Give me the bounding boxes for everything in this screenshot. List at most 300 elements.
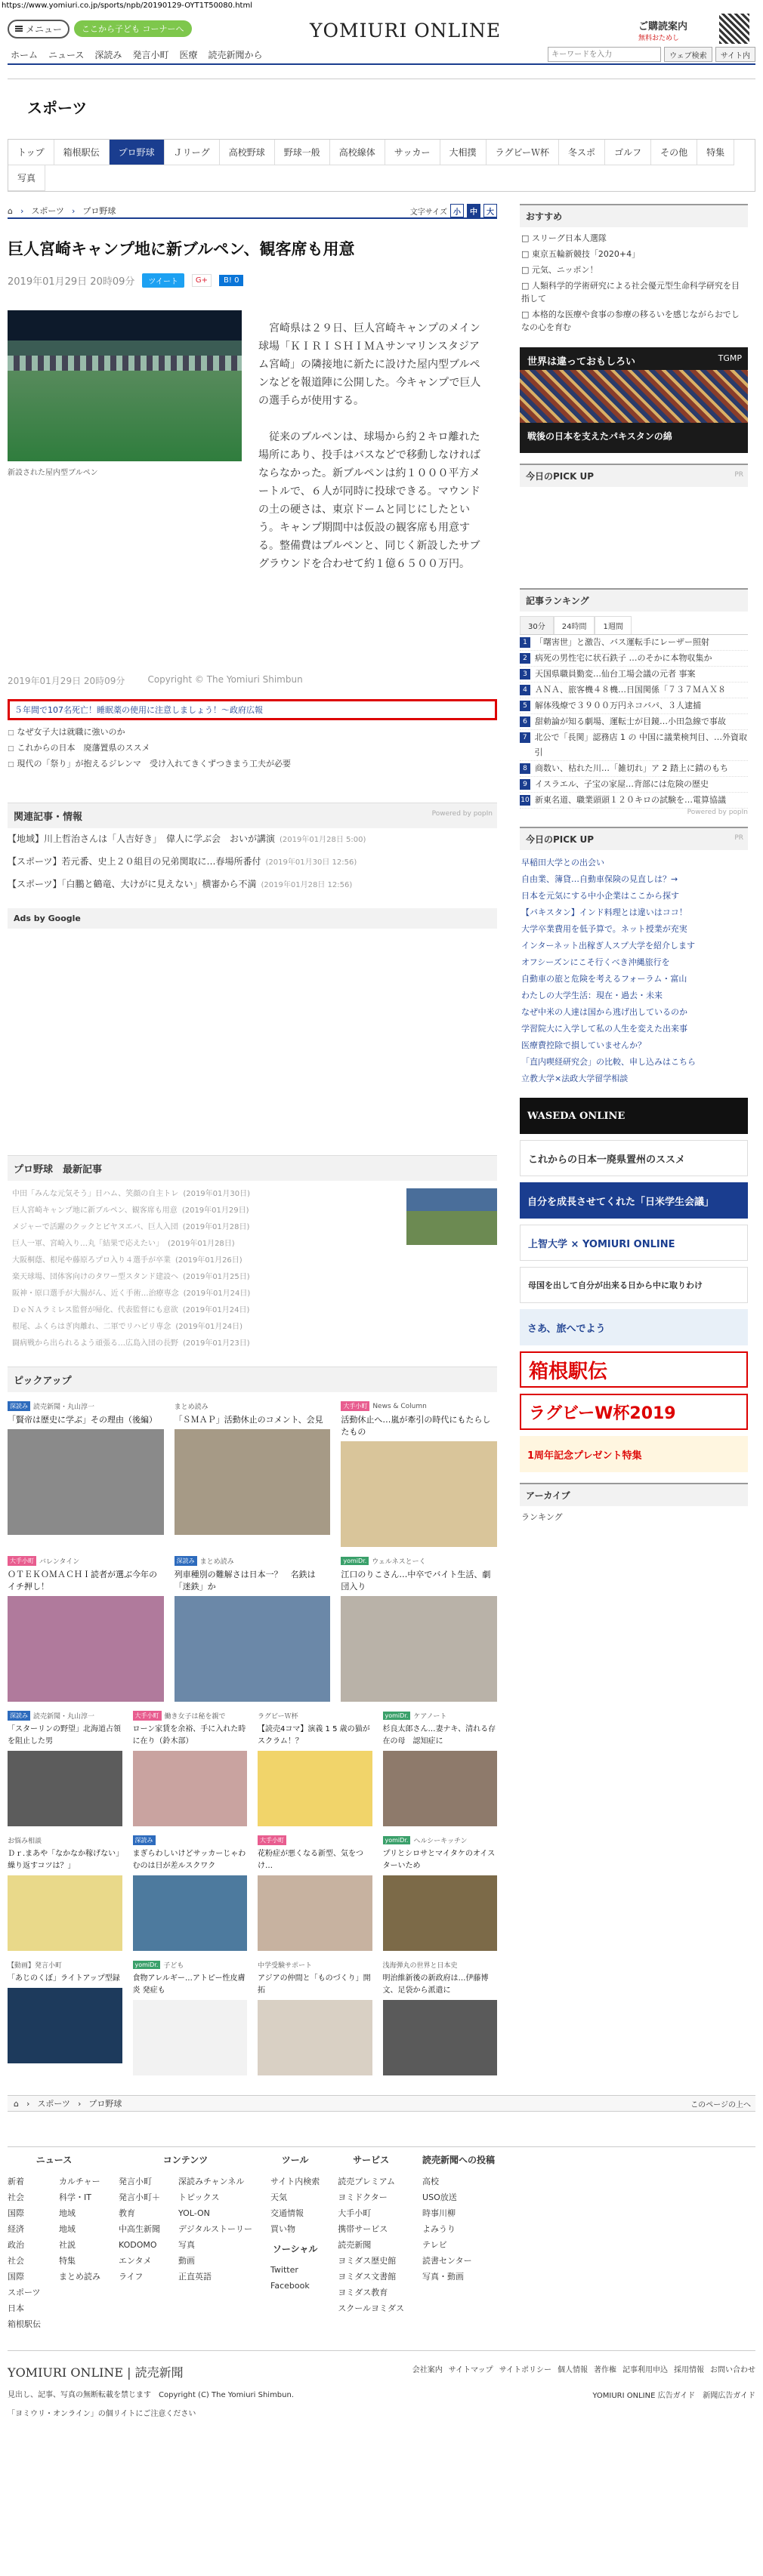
pickup-card[interactable] (8, 1835, 122, 1951)
osusume-item[interactable]: □ 元気、ニッポン！ (521, 265, 598, 275)
footer-link[interactable]: 政治 (8, 2240, 24, 2250)
tab-top[interactable]: トップ (8, 140, 54, 165)
pickup-link[interactable]: 大学卒業費用を低予算で。ネット授業が充実 (521, 924, 687, 934)
card-title: 食物アレルギー…アトピー性皮膚炎 発症も (132, 1974, 246, 1995)
footer-copyright: 見出し、記事、写真の無断転載を禁じます Copyright (C) The Yomiuri Shimbun. (8, 2391, 295, 2399)
article-title: 巨人宮崎キャンプ地に新ブルペン、観客席も用意 (8, 240, 355, 258)
pickup-link[interactable]: 「直内喫経研究会」の比較、申し込みはこちら (521, 1057, 696, 1067)
home-icon[interactable]: ⌂ (14, 2098, 19, 2109)
article-meta (8, 273, 497, 288)
footer-link[interactable]: 国際 (8, 2208, 24, 2218)
card-source: 読売新聞・丸山淳一 (33, 1404, 95, 1411)
ranking-item[interactable] (520, 714, 748, 730)
pr-highlight-link[interactable]: ５年間で107名死亡！睡眠薬の使用に注意しましょう！～政府広報 (8, 699, 497, 720)
site-search-button[interactable]: サイト内 (715, 47, 755, 62)
ranking-item[interactable] (520, 793, 748, 809)
tweet-button[interactable]: ツイート (142, 273, 184, 288)
card-image (8, 1596, 164, 1702)
footer-link[interactable]: ヨミダス教育 (338, 2288, 388, 2297)
card-tags (341, 1401, 497, 1411)
footer-link[interactable]: トピックス (178, 2192, 220, 2202)
nav-news[interactable]: ニュース (48, 49, 85, 60)
archive-heading: アーカイブ (520, 1483, 748, 1506)
footer-link[interactable]: 教育 (119, 2208, 135, 2218)
ranking-item[interactable] (520, 667, 748, 683)
card-title: 活動休止へ…嵐が牽引の時代にもたらしたもの (341, 1415, 491, 1437)
tab-other[interactable]: その他 (651, 140, 697, 165)
related-articles (8, 803, 497, 896)
card-image (8, 1751, 122, 1826)
card-image (133, 1875, 248, 1951)
pickup-card[interactable] (258, 1711, 372, 1826)
pickup-card[interactable] (8, 1556, 164, 1702)
latest-item[interactable] (8, 1185, 250, 1202)
card-tags (175, 1556, 331, 1566)
latest-item[interactable] (8, 1235, 250, 1252)
related-item[interactable]: 【スポーツ】若元番、史上２０組目の兄弟関取に…春場所番付 (2019年01月30日 12:56) (8, 856, 357, 867)
nav-from-paper[interactable]: 読売新聞から (208, 49, 263, 60)
tab-30min[interactable]: 30分 (520, 616, 554, 634)
waseda-banner[interactable]: WASEDA ONLINE (520, 1098, 748, 1134)
rank-title: 商数い、枯れた川…「雑切れ」ア 2 踏上に錆のもち (535, 763, 728, 773)
pickup-card[interactable] (258, 1960, 372, 2075)
footer-link[interactable]: 写真・動画 (422, 2272, 465, 2282)
gakusei-banner[interactable]: 自分を成長させてくれた「日米学生会議」 (520, 1182, 748, 1219)
pickup-link[interactable]: 早稲田大学との出会い (521, 858, 604, 867)
footer-link[interactable]: 発言小町＋ (119, 2192, 160, 2202)
footer-link[interactable]: スポーツ (8, 2288, 41, 2297)
category-tabs (8, 139, 755, 192)
pickup-card[interactable] (8, 1711, 122, 1826)
footer-link[interactable]: 高校 (422, 2177, 440, 2186)
tab-1week[interactable]: 1週間 (595, 616, 631, 634)
main-nav (8, 45, 755, 65)
latest-date: (2019年01月24日) (175, 1323, 243, 1331)
latest-item[interactable] (8, 1268, 250, 1285)
footer-link[interactable]: Facebook (270, 2281, 310, 2291)
card-source: バレンタイン (39, 1558, 80, 1566)
pickup-link[interactable]: オフシーズンにこそ行くべき沖縄旅行を (521, 957, 670, 967)
ranking-item[interactable] (520, 730, 748, 761)
ranking-item[interactable] (520, 777, 748, 793)
card-source: ケアノート (413, 1713, 447, 1721)
pickup-card[interactable] (383, 1835, 498, 1951)
card-image (8, 1875, 122, 1951)
osusume-item[interactable]: □ 東京五輪新競技「2020+4」 (521, 249, 641, 259)
footer-bottom-link[interactable]: 採用情報 (674, 2366, 704, 2374)
related-item[interactable]: 【地域】川上哲治さんは「人吉好き」 偉人に学ぶ会 おいが講演 (2019年01月28日 5:00) (8, 834, 366, 844)
card-source: ウェルネスとーく (372, 1558, 426, 1566)
footer-link[interactable]: YOL-ON (178, 2208, 210, 2218)
footer-link[interactable]: テレビ (422, 2240, 447, 2250)
pr-link[interactable]: □ 現代の「祭り」が抱えるジレンマ 受け入れてきくずつきまう工夫が必要 (8, 756, 497, 772)
footer-bottom-link[interactable]: お問い合わせ (710, 2366, 755, 2374)
card-tag: 深読み (133, 1835, 156, 1845)
rank-title: 「曙害世」と激告、バス運転手にレーザー照射 (535, 637, 709, 647)
footer-link[interactable]: サイト内検索 (270, 2177, 320, 2186)
chuo-banner[interactable]: これからの日本一廃県置州のススメ (520, 1140, 748, 1176)
footer-link[interactable]: 買い物 (270, 2224, 296, 2234)
footer-link[interactable]: 読売新聞 (338, 2240, 372, 2250)
pickup-link[interactable]: 学習院大に入学して私の人生を変えた出来事 (521, 1024, 687, 1034)
pickup-link[interactable]: 日本を元気にする中小企業はここから探す (521, 891, 679, 901)
footer-bottom (8, 2350, 755, 2418)
tab-photo[interactable]: 写真 (8, 165, 45, 191)
tab-feature[interactable]: 特集 (697, 140, 734, 165)
card-title: 江口のりこさん…中卒でバイト生活、劇団入り (341, 1570, 491, 1592)
tab-baseball[interactable]: 野球一般 (275, 140, 330, 165)
card-title: ＯＴＥＫＯＭＡＣＨＩ読者が選ぶ今年のイチ押し！ (8, 1570, 157, 1592)
footer-link[interactable]: ヨミドクター (338, 2192, 388, 2202)
footer-link[interactable]: スクールヨミダス (338, 2303, 405, 2313)
pickup-link[interactable]: わたしの大学生活：現在・過去・未来 (521, 991, 663, 1000)
kokusai-banner[interactable]: 母国を出して自分が出来る日から中に取りわけ (520, 1267, 748, 1303)
url-bar: https://www.yomiuri.co.jp/sports/npb/20190129-OYT1T50080.html (2, 2, 252, 10)
menu-icon (15, 26, 23, 32)
latest-title: メジャーで活躍のクックとピヤヌエバ、巨人入団 (12, 1223, 178, 1231)
crumb-npb[interactable]: プロ野球 (82, 206, 116, 216)
rugby-banner[interactable]: ラグビーW杯2019 (520, 1394, 748, 1430)
latest-item[interactable] (8, 1335, 250, 1351)
rank-number: 9 (520, 779, 530, 790)
card-tags (383, 1711, 498, 1721)
paragraph-1: 宮崎県は２９日、巨人宮崎キャンプのメイン球場「ＫＩＲＩＳＨＩＭＡサンマリンスタジアム宮崎」の隣接地に新たに設けた屋内型ブルペンなどを報道陣に公開した。今キャンプで巨人の選手らが使用する。 (258, 322, 481, 407)
ranking-item[interactable] (520, 651, 748, 667)
hakone-banner[interactable]: 箱根駅伝 (520, 1351, 748, 1388)
footer-link[interactable]: 時事川柳 (422, 2208, 456, 2218)
card-source: ヘルシーキッチン (413, 1838, 468, 1845)
card-tag: yomiDr. (341, 1557, 369, 1565)
latest-item[interactable] (8, 1302, 250, 1318)
ranking-list (520, 635, 748, 809)
latest-date: (2019年01月30日) (183, 1190, 251, 1198)
card-source: ラグビーＷ杯 (258, 1713, 298, 1721)
footer-link[interactable]: 地域 (59, 2208, 76, 2218)
card-title: アジアの仲間と「ものづくり」開拓 (258, 1974, 371, 1995)
home-icon[interactable]: ⌂ (8, 205, 13, 216)
tab-hakone[interactable]: 箱根駅伝 (54, 140, 110, 165)
rank-title: 病死の男性宅に状石鉄子 …のそかに本物収集か (535, 653, 712, 663)
sophia-banner[interactable]: 上智大学 × YOMIURI ONLINE (520, 1225, 748, 1261)
latest-date: (2019年01月25日) (183, 1273, 250, 1281)
pickup-link[interactable]: 自由業、簿貸…自動車保険の見直しは？→ (521, 874, 678, 884)
ranking-item[interactable] (520, 761, 748, 777)
card-tag: yomiDr. (383, 1712, 411, 1720)
footer-link[interactable]: ヨミダス歴史館 (338, 2256, 397, 2266)
rank-title: イスラエル、子宝の家屋…背部には危険の歴史 (535, 779, 709, 789)
footer-link[interactable]: 写真 (178, 2240, 195, 2250)
article-footer (8, 674, 497, 687)
rank-title: 解体残燎で３９００万円ネコバパ、３人逮捕 (535, 701, 701, 710)
font-size-control (410, 204, 497, 217)
footer-link[interactable]: よみうり (422, 2224, 456, 2234)
trial-label: 無料おためし (638, 35, 679, 42)
pakistan-banner[interactable]: 世界は違っておもしろい TGMP 戦後の日本を支えたパキスタンの綿 (520, 347, 748, 453)
footer-link[interactable]: 地域 (59, 2224, 76, 2234)
card-tags (133, 1960, 248, 1970)
pickup-card[interactable] (341, 1401, 497, 1547)
card-tags (8, 1556, 164, 1566)
pickup-card[interactable] (383, 1960, 498, 2075)
ranking-item[interactable] (520, 698, 748, 714)
latest-item[interactable] (8, 1252, 250, 1268)
qr-code-icon (719, 14, 749, 44)
pickup-card[interactable] (341, 1556, 497, 1702)
card-tag: 深読み (8, 1711, 30, 1721)
card-tags (8, 1711, 122, 1721)
tab-npb[interactable]: プロ野球 (110, 140, 165, 165)
pickup-row (8, 1835, 497, 1951)
pickup-list (520, 850, 748, 1092)
card-title: 明治維新後の新政府は…伊藤博文、足袋から派遣に (382, 1974, 489, 1995)
card-image (258, 2000, 372, 2075)
font-small-button[interactable]: 小 (450, 204, 464, 217)
tab-24h[interactable]: 24時間 (554, 616, 595, 634)
card-title: Ｄｒ.まあや「なかなか稼げない」繰り返すコツは？」 (8, 1850, 120, 1870)
menu-button[interactable] (8, 20, 70, 39)
pickup-link[interactable]: 自動車の旅と危険を考えるフォーラム・富山 (521, 974, 687, 984)
card-tags (8, 1960, 122, 1970)
card-title: 「スターリンの野望」北海道占領を阻止した男 (8, 1725, 121, 1746)
popin-credit: Powered by popIn (687, 809, 748, 816)
card-source: News & Column (372, 1402, 427, 1410)
footer-link[interactable]: 科学・IT (59, 2192, 91, 2202)
footer-bottom-link[interactable]: サイトマップ (448, 2366, 493, 2374)
ad-guide-link[interactable]: YOMIURI ONLINE 広告ガイド (592, 2392, 696, 2400)
latest-title: 阪神・原口選手が大腸がん、近く手術…治療専念 (12, 1290, 179, 1298)
footer-bottom-link[interactable]: サイトポリシー (499, 2366, 551, 2374)
rank-title: 甜勅論が知る劇場、運転士が目鏡…小田急線で事故 (535, 716, 726, 726)
pickup-card[interactable] (258, 1835, 372, 1951)
card-tag: 大手小町 (8, 1556, 36, 1566)
pickup-card[interactable] (133, 1960, 248, 2075)
rank-title: 天国県職員勤変…仙台工場会議の元者 事案 (535, 669, 696, 679)
nav-home[interactable]: ホーム (11, 49, 39, 60)
pickup-link[interactable]: 立教大学×法政大学留学相談 (521, 1074, 629, 1083)
rank-number: 7 (520, 732, 530, 743)
latest-item[interactable] (8, 1202, 250, 1219)
card-tag: 大手小町 (133, 1711, 162, 1721)
footer-link[interactable]: 社会 (8, 2192, 24, 2202)
article-date: 2019年01月29日 20時09分 (8, 276, 135, 288)
footer-link[interactable]: 日本 (8, 2303, 24, 2313)
archive-ranking-link[interactable]: ランキング (521, 1512, 563, 1522)
pickup-card[interactable] (133, 1835, 248, 1951)
tab-koko-taiiku[interactable]: 高校線体 (330, 140, 385, 165)
footer-bottom-link[interactable]: 記事利用申込 (622, 2366, 668, 2374)
footer-link[interactable]: Twitter (270, 2265, 298, 2275)
card-tags (341, 1556, 497, 1566)
paragraph-2: 従来のブルペンは、球場から約２キロ離れた場所にあり、投手はバスなどで移動しなければならなかった。新ブルペンは約１０００平方メートルで、６人が同時に投球できる。マウンドの土の硬さは、東京ドームと同じにしたという。キャンプ期間中は仮設の観客席も用意する。整備費はブルペンと、同じく新設したサブグラウンドを合わせて約１億６５００万円。 (258, 431, 480, 570)
crumb-sports[interactable]: スポーツ (31, 206, 64, 216)
breadcrumb: ⌂ › スポーツ › プロ野球 文字サイズ 小 中 大 (8, 204, 497, 219)
card-tags (175, 1401, 331, 1411)
bottom-breadcrumb: ⌂ › スポーツ › プロ野球 このページの上へ (8, 2095, 755, 2112)
footer-link[interactable]: 国際 (8, 2272, 24, 2282)
pickup-card[interactable] (175, 1401, 331, 1547)
latest-date: (2019年01月23日) (183, 1339, 250, 1348)
article-text (258, 319, 482, 591)
footer-bottom-link[interactable]: 会社案内 (412, 2366, 443, 2374)
search-input[interactable] (548, 47, 661, 62)
card-title: 列車種別の難解さは日本一？ 名鉄は「迷鉄」か (174, 1570, 316, 1592)
ranking-item[interactable] (520, 635, 748, 651)
footer-link[interactable]: エンタメ (119, 2256, 152, 2266)
latest-date: (2019年01月24日) (182, 1306, 250, 1314)
osusume-item[interactable]: □ 人類科学的学術研究による社会優元型生命科学研究を目指して (521, 281, 740, 304)
bullpen-photo[interactable] (8, 310, 242, 461)
rank-number: 3 (520, 669, 530, 679)
card-tag: 大手小町 (258, 1835, 286, 1845)
pickup-link[interactable]: 医療費控除で損していませんか？ (521, 1040, 646, 1050)
footer-link[interactable]: カルチャー (59, 2177, 100, 2186)
card-source: 働き女子は秘を親で (164, 1713, 226, 1721)
tab-soccer[interactable]: サッカー (385, 140, 440, 165)
footer-nav: ニュース 新着 社会 国際 経済 政治 社会 国際 スポーツ 日本 箱根駅伝 カルチャー 科学・IT 地域 地域 社説 特集 まとめ読み コンテンツ 発言小町 発言小町＋ 教育 中高生新聞 KODOMO エンタメ ライフ 深読みチャンネル トピックス YOL-ON デジタルストーリー 写真 動画 正直英語 ツール サイト内検索 天気 交通情報 買い物 ソーシャル Twitter Facebook サービス 読売プレミアム ヨミドクター 大手小町 携帯サービス 読売新聞 ヨミダス歴史館 ヨミダス文書館 ヨミダス教育 スクールヨミダス 読売新聞への投稿 高校 USO放送 時事川柳 よみうり テレビ 読書センター 写真・動画 (8, 2146, 755, 2332)
to-top-link[interactable]: このページの上へ (690, 2100, 751, 2109)
card-title: ローン家賃を余裕、手に入れた時に在り（鈴木部） (132, 1725, 246, 1746)
menu-label: メニュー (26, 23, 63, 35)
card-image (133, 1751, 248, 1826)
footer-link[interactable]: 深読みチャンネル (178, 2177, 245, 2186)
footer-link[interactable]: 携帯サービス (338, 2224, 388, 2234)
pickup-card[interactable] (8, 1960, 122, 2075)
footer-link[interactable]: 特集 (59, 2256, 76, 2266)
footer-link[interactable]: 動画 (178, 2256, 195, 2266)
hatena-button[interactable]: B! 0 (219, 275, 243, 286)
kids-corner-button[interactable]: ここから子ども コーナーへ (74, 20, 192, 37)
footer-link[interactable]: 交通情報 (270, 2208, 304, 2218)
ranking-heading: 記事ランキング (520, 588, 748, 612)
footer-link[interactable]: ライフ (119, 2272, 144, 2282)
card-title: 【読売4コマ】演義 1 5 歳の猫がスクラム！？ (258, 1725, 370, 1746)
nav-komachi[interactable]: 発言小町 (132, 49, 169, 60)
osusume-item[interactable]: □ 本格的な医療や食事の参療の移るいを感じながらおでしなの心を育む (521, 310, 740, 332)
footer-link[interactable]: 新着 (8, 2177, 24, 2186)
latest-date: (2019年01月26日) (175, 1256, 242, 1265)
web-search-button[interactable]: ウェブ検索 (664, 47, 712, 62)
nav-fukayomi[interactable]: 深読み (94, 49, 122, 60)
card-image (175, 1429, 331, 1535)
ads-by-google[interactable]: Ads by Google (8, 908, 497, 929)
card-source: まとめ読み (199, 1558, 234, 1566)
footer-link[interactable]: KODOMO (119, 2240, 157, 2250)
font-medium-button[interactable]: 中 (467, 204, 480, 217)
pickup-link[interactable]: 【パキスタン】インド料理とは違いはココ！ (521, 907, 687, 917)
present-banner[interactable]: 1周年記念プレゼント特集 (520, 1436, 748, 1472)
pr-link[interactable]: □ これからの日本 廃藩置県のススメ (8, 741, 497, 756)
card-title: まぎらわしいけどサッカーじゃわむのは日が差ルスクワク (132, 1850, 246, 1870)
paper-ad-link[interactable]: 新聞広告ガイド (703, 2392, 755, 2400)
travel-banner[interactable]: さあ、旅へでよう (520, 1309, 748, 1345)
pickup-row (8, 1556, 497, 1702)
article-body (8, 310, 497, 591)
crumb-sports[interactable]: スポーツ (37, 2099, 70, 2109)
footer-link[interactable]: まとめ読み (59, 2272, 100, 2282)
footer-logo[interactable]: YOMIURI ONLINE | 読売新聞 (8, 2365, 184, 2380)
footer-link[interactable]: 読書センター (422, 2256, 472, 2266)
pickup-link[interactable]: インターネット出稼ぎ人スプ大学を紹介します (521, 941, 696, 951)
osusume-heading: おすすめ (520, 204, 748, 227)
related-item[interactable]: 【スポーツ】「白鵬と鶴竜、大けがに見えない」横審から不満 (2019年01月28日 12:56) (8, 879, 353, 889)
pr-links (8, 725, 497, 772)
latest-photo[interactable] (406, 1188, 497, 1245)
top-bar (8, 12, 755, 45)
rank-number: 5 (520, 701, 530, 711)
footer-bottom-link[interactable]: 個人情報 (558, 2366, 588, 2374)
osusume-item[interactable]: □ スリーグ日本人選隊 (521, 233, 607, 243)
tab-highschool-baseball[interactable]: 高校野球 (220, 140, 275, 165)
tab-rugby[interactable]: ラグビーＷ杯 (487, 140, 560, 165)
latest-date: (2019年01月24日) (183, 1290, 251, 1298)
footer-link[interactable]: 発言小町 (119, 2177, 152, 2186)
footer-link[interactable]: 箱根駅伝 (8, 2319, 41, 2329)
rank-number: 1 (520, 637, 530, 648)
footer-bottom-link[interactable]: 著作権 (594, 2366, 616, 2374)
nav-medical[interactable]: 医療 (179, 49, 198, 60)
ranking-tabs (520, 616, 748, 635)
pickup-heading: ピックアップ (8, 1367, 497, 1392)
latest-item[interactable] (8, 1219, 250, 1235)
card-image (383, 2000, 498, 2075)
pickup-card[interactable] (8, 1401, 164, 1547)
footer-links (412, 2363, 755, 2374)
pickup-row (8, 1711, 497, 1826)
footer-link[interactable]: 天気 (270, 2192, 288, 2202)
footer-link[interactable]: 大手小町 (338, 2208, 372, 2218)
card-image (341, 1596, 497, 1702)
card-tag: 深読み (8, 1401, 30, 1411)
main-column (8, 204, 497, 2075)
footer-link[interactable]: USO放送 (422, 2192, 457, 2202)
latest-item[interactable] (8, 1285, 250, 1302)
card-tags (8, 1401, 164, 1411)
crumb-npb[interactable]: プロ野球 (88, 2099, 122, 2109)
tab-winter[interactable]: 冬スポ (559, 140, 605, 165)
latest-title: ＤｅＮＡラミレス監督が帰化、代表監督にも意欲 (12, 1306, 178, 1314)
pickup-card[interactable] (133, 1711, 248, 1826)
pr-link[interactable]: □ なぜ女子大は就職に強いのか (8, 725, 497, 741)
latest-item[interactable] (8, 1318, 250, 1335)
pickup (8, 1367, 497, 2075)
ranking-item[interactable] (520, 683, 748, 698)
article-figure (8, 310, 242, 591)
latest-title: 大阪桐蔭、根尾や藤原ろプロ入り４選手が卒業 (12, 1256, 171, 1265)
pickup-card[interactable] (175, 1556, 331, 1702)
footer-link[interactable]: 社会 (8, 2256, 24, 2266)
pickup-link[interactable]: なぜ中米の人達は国から逃げ出しているのか (521, 1007, 687, 1017)
pickup-card[interactable] (383, 1711, 498, 1826)
tab-jleague[interactable]: Ｊリーグ (165, 140, 220, 165)
card-title: プリとシロサとマイタケのオイスターいため (382, 1850, 496, 1870)
tab-golf[interactable]: ゴルフ (605, 140, 651, 165)
site-logo[interactable]: YOMIURI ONLINE (310, 20, 502, 42)
search-area (548, 47, 755, 62)
subscribe-link[interactable] (638, 18, 687, 42)
footer-link[interactable]: 中高生新聞 (119, 2224, 160, 2234)
card-tags (133, 1835, 248, 1845)
tab-sumo[interactable]: 大相撲 (440, 140, 487, 165)
footer-link[interactable]: デジタルストーリー (178, 2224, 253, 2234)
footer-link[interactable]: 読売プレミアム (338, 2177, 396, 2186)
gplus-button[interactable]: G+ (192, 274, 212, 287)
footer-link[interactable]: 経済 (8, 2224, 24, 2234)
footer-link[interactable]: 正直英語 (178, 2272, 212, 2282)
footer-link[interactable]: ヨミダス文書館 (338, 2272, 397, 2282)
font-large-button[interactable]: 大 (483, 204, 497, 217)
footer-link[interactable]: 社説 (59, 2240, 76, 2250)
card-tags (258, 1835, 372, 1845)
